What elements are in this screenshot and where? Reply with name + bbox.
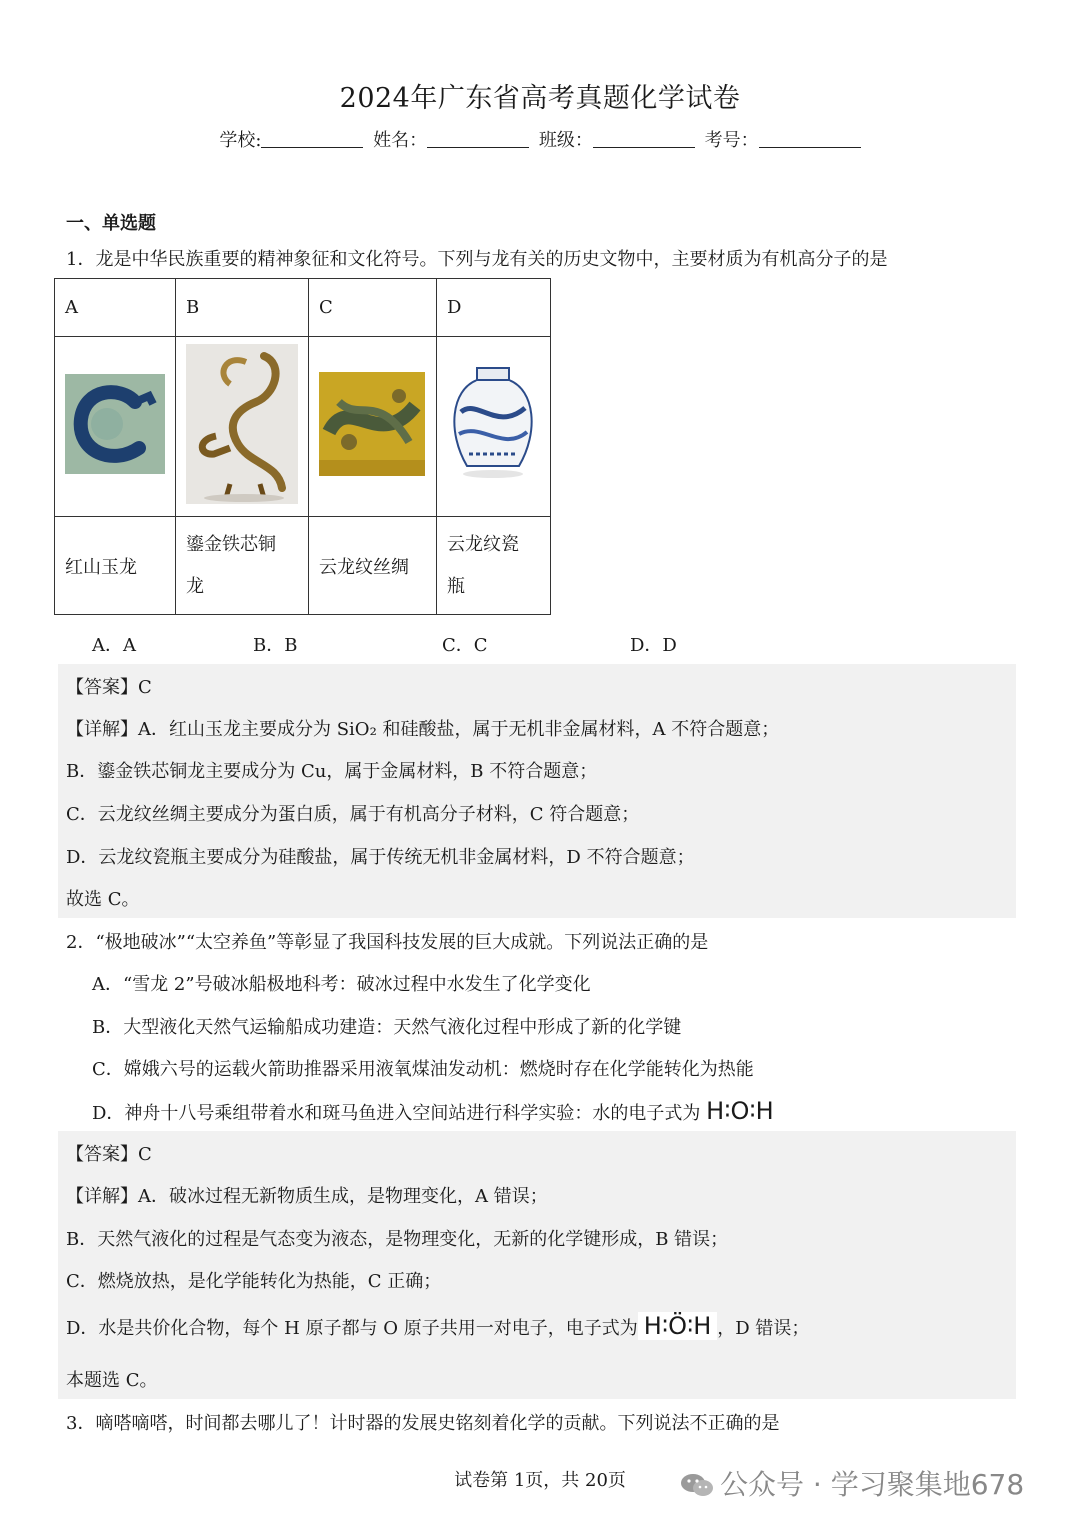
wrong-water-formula: H∶O∶H bbox=[706, 1097, 774, 1125]
school-label: 学校: bbox=[219, 130, 262, 151]
q1-detail-2: B．鎏金铁芯铜龙主要成分为 Cu，属于金属材料，B 不符合题意； bbox=[66, 761, 598, 782]
watermark bbox=[680, 1463, 1024, 1503]
wechat-icon bbox=[680, 1472, 714, 1498]
number-label: 考号： bbox=[704, 130, 759, 151]
section-heading: 一、单选题 bbox=[66, 213, 156, 234]
silk-dragon-image bbox=[309, 337, 437, 517]
name-b-line2: 龙 bbox=[186, 575, 204, 597]
exam-title: 2024年广东省高考真题化学试卷 bbox=[339, 83, 741, 114]
q2-detail-5: 本题选 C。 bbox=[66, 1370, 158, 1391]
q1-choice-c[interactable]: C．C bbox=[442, 635, 488, 656]
q1-answer: 【答案】C bbox=[66, 677, 152, 698]
header-d: D bbox=[437, 279, 551, 337]
q2-detail-4-text: D．水是共价化合物，每个 H 原子都与 O 原子共用一对电子，电子式为 bbox=[66, 1318, 638, 1339]
q1-choice-a[interactable]: A．A bbox=[92, 635, 136, 656]
q2-option-d[interactable] bbox=[92, 1097, 774, 1125]
header-a: A bbox=[55, 279, 176, 337]
q1-detail-3: C．云龙纹丝绸主要成分为蛋白质，属于有机高分子材料，C 符合题意； bbox=[66, 804, 640, 825]
q1-detail-4: D．云龙纹瓷瓶主要成分为硅酸盐，属于传统无机非金属材料，D 不符合题意； bbox=[66, 847, 695, 868]
q2-stem: 2．“极地破冰”“太空养鱼”等彰显了我国科技发展的巨大成就。下列说法正确的是 bbox=[66, 932, 709, 953]
page-footer: 试卷第 1页，共 20页 bbox=[454, 1470, 626, 1491]
q2-answer-box bbox=[58, 1131, 1016, 1399]
class-blank[interactable] bbox=[593, 129, 695, 148]
q1-choices bbox=[0, 631, 1080, 655]
porcelain-vase-image bbox=[437, 337, 551, 517]
header-c: C bbox=[309, 279, 437, 337]
number-blank[interactable] bbox=[759, 129, 861, 148]
name-d-line1: 云龙纹瓷 bbox=[447, 533, 519, 555]
q1-choice-b[interactable]: B．B bbox=[253, 635, 298, 656]
name-label: 姓名： bbox=[373, 130, 428, 151]
q2-option-b[interactable]: B．大型液化天然气运输船成功建造：天然气液化过程中形成了新的化学键 bbox=[92, 1017, 682, 1038]
q2-detail-4-tail: ，D 错误； bbox=[717, 1318, 810, 1339]
name-b bbox=[176, 517, 309, 615]
q1-choice-d[interactable]: D．D bbox=[630, 635, 677, 656]
q1-artifact-table bbox=[54, 278, 551, 615]
q3-stem: 3．嘀嗒嘀嗒，时间都去哪儿了！计时器的发展史铭刻着化学的贡献。下列说法不正确的是 bbox=[66, 1413, 780, 1434]
q2-option-a[interactable]: A．“雪龙 2”号破冰船极地科考：破冰过程中水发生了化学变化 bbox=[92, 974, 591, 995]
name-a: 红山玉龙 bbox=[55, 517, 176, 615]
class-label: 班级： bbox=[538, 130, 593, 151]
header-b: B bbox=[176, 279, 309, 337]
q2-answer: 【答案】C bbox=[66, 1144, 152, 1165]
name-b-line1: 鎏金铁芯铜 bbox=[186, 533, 276, 555]
q2-option-c[interactable]: C．嫦娥六号的运载火箭助推器采用液氧煤油发动机：燃烧时存在化学能转化为热能 bbox=[92, 1059, 754, 1080]
q2-option-d-text: D．神舟十八号乘组带着水和斑马鱼进入空间站进行科学实验：水的电子式为 bbox=[92, 1103, 701, 1124]
q1-stem: 1．龙是中华民族重要的精神象征和文化符号。下列与龙有关的历史文物中，主要材质为有机高分子的是 bbox=[66, 249, 888, 270]
jade-dragon-image bbox=[55, 337, 176, 517]
name-c: 云龙纹丝绸 bbox=[309, 517, 437, 615]
name-d-line2: 瓶 bbox=[447, 575, 465, 597]
gilded-bronze-dragon-image bbox=[176, 337, 309, 517]
name-d bbox=[437, 517, 551, 615]
q2-detail-3: C．燃烧放热，是化学能转化为热能，C 正确； bbox=[66, 1271, 442, 1292]
q1-detail-5: 故选 C。 bbox=[66, 889, 140, 910]
name-blank[interactable] bbox=[427, 129, 529, 148]
school-blank[interactable] bbox=[261, 129, 363, 148]
q2-detail-4 bbox=[66, 1312, 809, 1340]
q2-detail-2: B．天然气液化的过程是气态变为液态，是物理变化，无新的化学键形成，B 错误； bbox=[66, 1229, 729, 1250]
q2-detail-1: 【详解】A．破冰过程无新物质生成，是物理变化，A 错误； bbox=[66, 1186, 548, 1207]
lewis-water-formula: H∶Ö∶H bbox=[638, 1312, 717, 1340]
student-info-row bbox=[0, 126, 1080, 152]
watermark-text: 公众号 · 学习聚集地678 bbox=[720, 1468, 1025, 1501]
q1-detail-1: 【详解】A．红山玉龙主要成分为 SiO₂ 和硅酸盐，属于无机非金属材料，A 不符合题意； bbox=[66, 719, 780, 740]
q1-answer-box bbox=[58, 664, 1016, 918]
